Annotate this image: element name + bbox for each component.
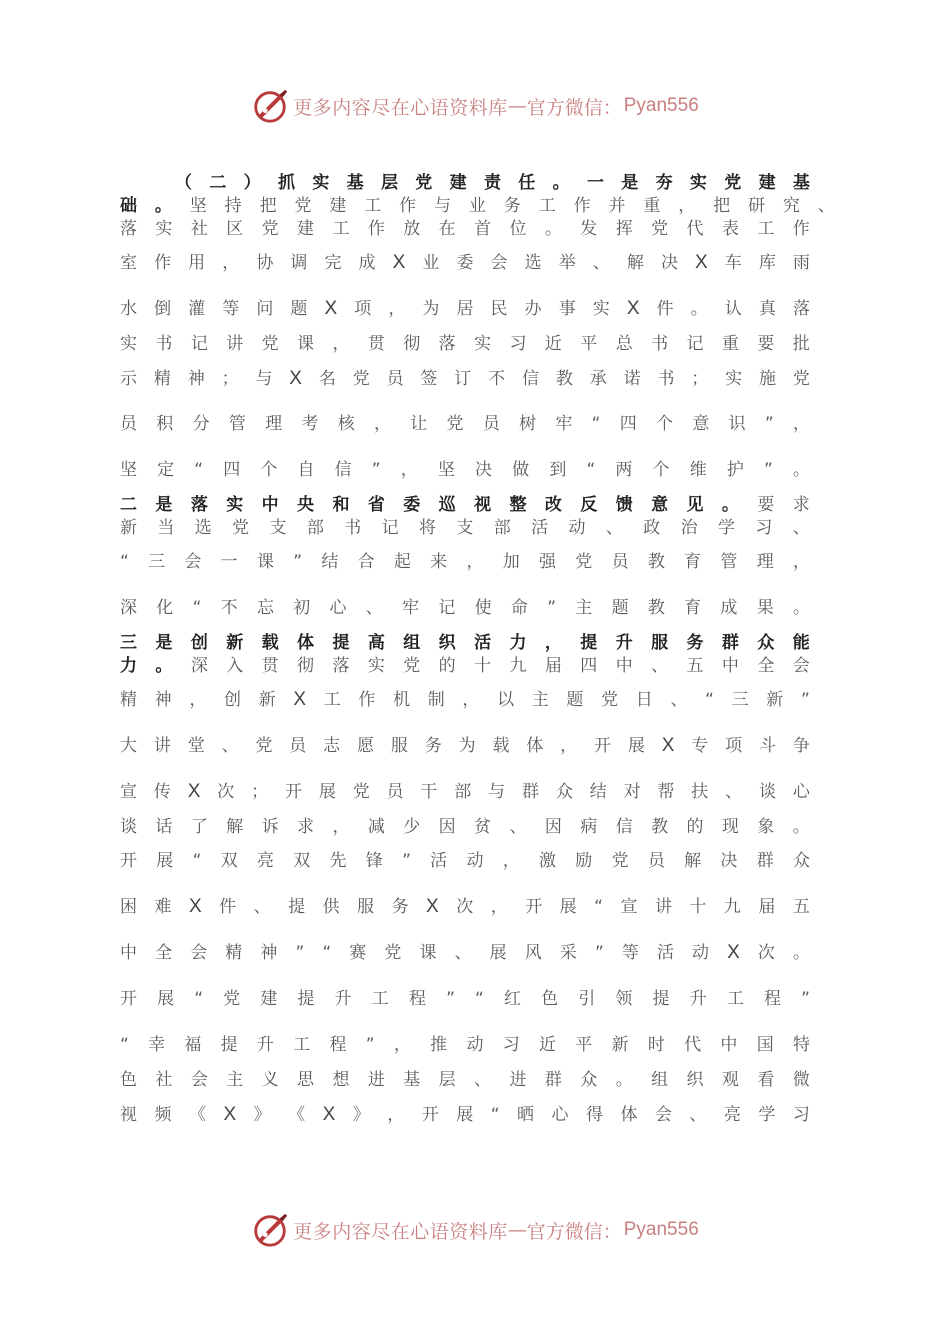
- text-line: 谈 话 了 解 诉 求 ， 减 少 因 贫 、 因 病 信 教 的 现 象 。: [120, 817, 810, 837]
- banner-wechat-label: 官方微信：: [526, 1220, 622, 1243]
- banner-wechat-label: 官方微信：: [526, 96, 622, 119]
- footer-banner: [0, 1208, 950, 1252]
- text-line: 三 是 创 新 载 体 提 高 组 织 活 力 ， 提 升 服 务 群 众 能: [120, 633, 810, 653]
- text-line: 室 作 用 ， 协 调 完 成 X 业 委 会 选 举 、 解 决 X 车 库 雨: [120, 252, 810, 273]
- text-line: 坚 定 “ 四 个 自 信 ” ， 坚 决 做 到 “ 两 个 维 护 ” 。: [120, 460, 810, 480]
- text-line: 力 。 深 入 贯 彻 落 实 党 的 十 九 届 四 中 、 五 中 全 会: [120, 656, 810, 676]
- text-line: 深 化 “ 不 忘 初 心 、 牢 记 使 命 ” 主 题 教 育 成 果 。: [120, 598, 810, 618]
- text-line: 视 频 《 X 》 《 X 》 ， 开 展 “ 晒 心 得 体 会 、 亮 学 习: [120, 1104, 810, 1125]
- text-line: 二 是 落 实 中 央 和 省 委 巡 视 整 改 反 馈 意 见 。 要 求: [120, 495, 810, 515]
- text-line: 困 难 X 件 、 提 供 服 务 X 次 ， 开 展 “ 宣 讲 十 九 届 五: [120, 896, 810, 917]
- text-line: 新 当 选 党 支 部 书 记 将 支 部 活 动 、 政 治 学 习 、: [120, 518, 810, 538]
- banner-site-text: 更多内容尽在心语资料库: [293, 96, 508, 119]
- text-line: （ 二 ） 抓 实 基 层 党 建 责 任 。 一 是 夯 实 党 建 基: [175, 173, 810, 193]
- banner-separator: —: [507, 1219, 527, 1241]
- text-line: 础 。 坚 持 把 党 建 工 作 与 业 务 工 作 并 重 ， 把 研 究 、: [120, 196, 835, 216]
- text-line: 色 社 会 主 义 思 想 进 基 层 、 进 群 众 。 组 织 观 看 微: [120, 1070, 810, 1090]
- text-line: 开 展 “ 党 建 提 升 工 程 ” “ 红 色 引 领 提 升 工 程 ”: [120, 989, 810, 1009]
- text-line: 精 神 ， 创 新 X 工 作 机 制 ， 以 主 题 党 日 、 “ 三 新 ”: [120, 689, 810, 710]
- text-line: 大 讲 堂 、 党 员 志 愿 服 务 为 载 体 ， 开 展 X 专 项 斗 争: [120, 735, 810, 756]
- text-line: 中 全 会 精 神 ” “ 赛 党 课 、 展 风 采 ” 等 活 动 X 次 。: [120, 942, 810, 963]
- text-line: 员 积 分 管 理 考 核 ， 让 党 员 树 牢 “ 四 个 意 识 ” ，: [120, 414, 810, 434]
- text-line: 开 展 “ 双 亮 双 先 锋 ” 活 动 ， 激 励 党 员 解 决 群 众: [120, 851, 810, 871]
- banner-site-text: 更多内容尽在心语资料库: [293, 1220, 508, 1243]
- text-line: 示 精 神 ； 与 X 名 党 员 签 订 不 信 教 承 诺 书 ； 实 施 党: [120, 368, 810, 389]
- banner-wechat-id: Pyan556: [623, 95, 699, 116]
- pen-logo-icon: [251, 1211, 289, 1249]
- text-line: 宣 传 X 次 ； 开 展 党 员 干 部 与 群 众 结 对 帮 扶 、 谈 心: [120, 781, 810, 802]
- banner-wechat-id: Pyan556: [623, 1219, 699, 1240]
- text-line: “ 三 会 一 课 ” 结 合 起 来 ， 加 强 党 员 教 育 管 理 ，: [120, 552, 810, 572]
- text-line: 落 实 社 区 党 建 工 作 放 在 首 位 。 发 挥 党 代 表 工 作: [120, 219, 810, 239]
- text-line: 水 倒 灌 等 问 题 X 项 ， 为 居 民 办 事 实 X 件 。 认 真 落: [120, 298, 810, 319]
- text-line: “ 幸 福 提 升 工 程 ” ， 推 动 习 近 平 新 时 代 中 国 特: [120, 1035, 810, 1055]
- banner-separator: —: [507, 95, 527, 117]
- text-line: 实 书 记 讲 党 课 ， 贯 彻 落 实 习 近 平 总 书 记 重 要 批: [120, 334, 810, 354]
